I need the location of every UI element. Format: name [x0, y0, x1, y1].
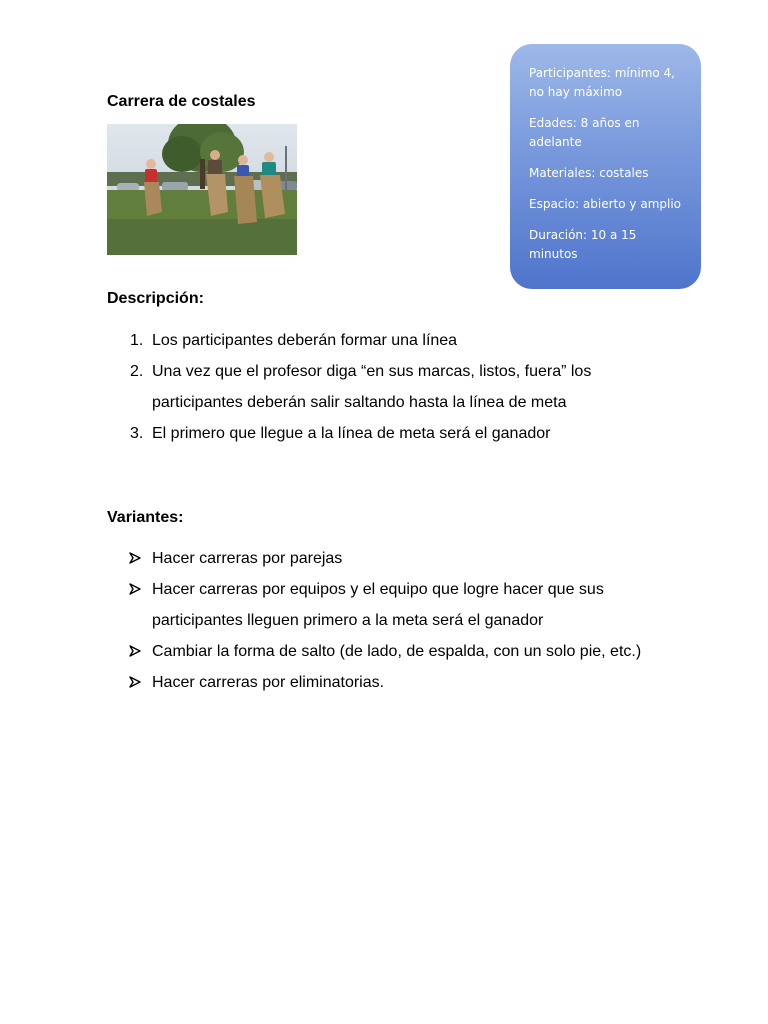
list-item-text: Hacer carreras por eliminatorias. — [152, 674, 385, 691]
list-item-text: Una vez que el profesor diga “en sus marcas, listos, fuera” los participantes deberán salir saltando hasta la línea de meta — [152, 363, 592, 411]
page-title: Carrera de costales — [107, 93, 256, 110]
list-item — [107, 356, 667, 418]
arrowhead-bullet-icon — [129, 583, 141, 595]
game-info-sidebar — [510, 44, 701, 289]
list-number: 3. — [130, 425, 144, 442]
arrowhead-bullet-icon — [129, 676, 141, 688]
list-item — [107, 667, 667, 698]
description-heading: Descripción: — [107, 290, 204, 307]
list-item-text: Los participantes deberán formar una línea — [152, 332, 458, 349]
list-item-text: Cambiar la forma de salto (de lado, de espalda, con un solo pie, etc.) — [152, 643, 642, 660]
sack-race-photo — [107, 124, 297, 255]
list-item — [107, 325, 667, 356]
participants-info: Participantes: mínimo 4, no hay máximo — [529, 66, 675, 99]
variants-list — [107, 543, 667, 698]
list-item — [107, 636, 667, 667]
arrowhead-bullet-icon — [129, 552, 141, 564]
list-item — [107, 574, 667, 636]
description-list — [107, 325, 667, 449]
duration-info: Duración: 10 a 15 minutos — [529, 228, 637, 261]
space-info: Espacio: abierto y amplio — [529, 197, 682, 211]
ages-info: Edades: 8 años en adelante — [529, 116, 640, 149]
list-item-text: El primero que llegue a la línea de meta será el ganador — [152, 425, 551, 442]
list-item-text: Hacer carreras por parejas — [152, 550, 343, 567]
materials-info: Materiales: costales — [529, 166, 649, 180]
variants-heading: Variantes: — [107, 509, 184, 526]
list-number: 1. — [130, 332, 144, 349]
list-item — [107, 418, 667, 449]
list-item-text: Hacer carreras por equipos y el equipo que logre hacer que sus participantes lleguen primero a la meta será el ganador — [152, 581, 604, 629]
list-item — [107, 543, 667, 574]
arrowhead-bullet-icon — [129, 645, 141, 657]
list-number: 2. — [130, 363, 144, 380]
